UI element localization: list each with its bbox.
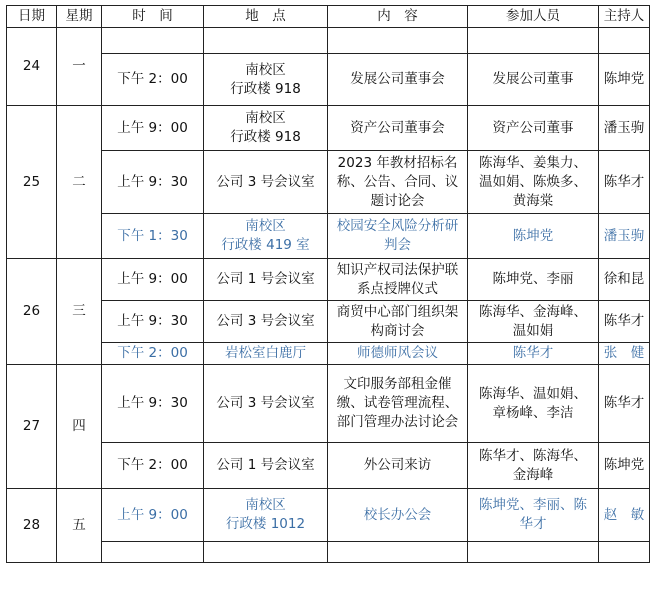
- header-row: [7, 6, 650, 28]
- date-cell: 27: [7, 365, 57, 489]
- place-cell: [204, 542, 328, 563]
- time-cell: 上午 9：00: [102, 106, 204, 151]
- people-cell: 陈华才: [468, 343, 599, 365]
- people-cell: 陈海华、金海峰、 温如娟: [468, 301, 599, 343]
- header-date: 日期: [7, 6, 57, 28]
- content-cell: 师德师风会议: [328, 343, 468, 365]
- date-cell: 26: [7, 259, 57, 365]
- time-cell: [102, 28, 204, 54]
- content-cell: 外公司来访: [328, 443, 468, 489]
- schedule-row: [7, 365, 650, 443]
- people-cell: 发展公司董事: [468, 54, 599, 106]
- place-cell: 南校区 行政楼 419 室: [204, 214, 328, 259]
- time-cell: [102, 542, 204, 563]
- host-cell: 陈华才: [599, 365, 650, 443]
- content-cell: 校园安全风险分析研 判会: [328, 214, 468, 259]
- place-cell: 公司 1 号会议室: [204, 443, 328, 489]
- host-cell: 陈坤党: [599, 443, 650, 489]
- host-cell: 赵 敏: [599, 489, 650, 542]
- schedule-row: [7, 151, 650, 214]
- header-place: 地 点: [204, 6, 328, 28]
- time-cell: 上午 9：30: [102, 365, 204, 443]
- place-cell: [204, 28, 328, 54]
- schedule-row: [7, 214, 650, 259]
- content-cell: 知识产权司法保护联 系点授牌仪式: [328, 259, 468, 301]
- place-cell: 岩松室白鹿厅: [204, 343, 328, 365]
- place-cell: 南校区 行政楼 1012: [204, 489, 328, 542]
- date-cell: 25: [7, 106, 57, 259]
- header-weekday: 星期: [57, 6, 102, 28]
- people-cell: 陈坤党、李丽: [468, 259, 599, 301]
- content-cell: [328, 28, 468, 54]
- content-cell: [328, 542, 468, 563]
- schedule-row: [7, 443, 650, 489]
- host-cell: 陈坤党: [599, 54, 650, 106]
- host-cell: 徐和昆: [599, 259, 650, 301]
- date-cell: 24: [7, 28, 57, 106]
- weekday-cell: 一: [57, 28, 102, 106]
- weekday-cell: 三: [57, 259, 102, 365]
- place-cell: 公司 3 号会议室: [204, 301, 328, 343]
- people-cell: 陈海华、姜集力、 温如娟、陈焕多、 黄海棠: [468, 151, 599, 214]
- content-cell: 校长办公会: [328, 489, 468, 542]
- time-cell: 下午 2：00: [102, 443, 204, 489]
- schedule-row: [7, 301, 650, 343]
- content-cell: 商贸中心部门组织架 构商讨会: [328, 301, 468, 343]
- header-host: 主持人: [599, 6, 650, 28]
- people-cell: [468, 28, 599, 54]
- place-cell: 公司 1 号会议室: [204, 259, 328, 301]
- host-cell: [599, 542, 650, 563]
- weekday-cell: 五: [57, 489, 102, 563]
- date-cell: 28: [7, 489, 57, 563]
- schedule-row: [7, 28, 650, 54]
- time-cell: 下午 2：00: [102, 343, 204, 365]
- schedule-row: [7, 489, 650, 542]
- place-cell: 南校区 行政楼 918: [204, 54, 328, 106]
- time-cell: 上午 9：30: [102, 151, 204, 214]
- schedule-row: [7, 106, 650, 151]
- people-cell: 陈华才、陈海华、 金海峰: [468, 443, 599, 489]
- place-cell: 公司 3 号会议室: [204, 151, 328, 214]
- schedule-row: [7, 259, 650, 301]
- time-cell: 下午 1：30: [102, 214, 204, 259]
- weekday-cell: 二: [57, 106, 102, 259]
- people-cell: 陈坤党、李丽、陈 华才: [468, 489, 599, 542]
- host-cell: 陈华才: [599, 151, 650, 214]
- content-cell: 文印服务部租金催 缴、试卷管理流程、 部门管理办法讨论会: [328, 365, 468, 443]
- schedule-row: [7, 54, 650, 106]
- host-cell: 张 健: [599, 343, 650, 365]
- people-cell: 陈海华、温如娟、 章杨峰、李洁: [468, 365, 599, 443]
- time-cell: 上午 9：00: [102, 259, 204, 301]
- place-cell: 南校区 行政楼 918: [204, 106, 328, 151]
- header-content: 内 容: [328, 6, 468, 28]
- header-time: 时 间: [102, 6, 204, 28]
- content-cell: 资产公司董事会: [328, 106, 468, 151]
- people-cell: [468, 542, 599, 563]
- header-people: 参加人员: [468, 6, 599, 28]
- host-cell: 潘玉驹: [599, 106, 650, 151]
- people-cell: 资产公司董事: [468, 106, 599, 151]
- people-cell: 陈坤党: [468, 214, 599, 259]
- schedule-row: [7, 343, 650, 365]
- weekday-cell: 四: [57, 365, 102, 489]
- host-cell: 陈华才: [599, 301, 650, 343]
- place-cell: 公司 3 号会议室: [204, 365, 328, 443]
- host-cell: [599, 28, 650, 54]
- time-cell: 下午 2：00: [102, 54, 204, 106]
- content-cell: 2023 年教材招标名 称、公告、合同、议 题讨论会: [328, 151, 468, 214]
- time-cell: 上午 9：30: [102, 301, 204, 343]
- host-cell: 潘玉驹: [599, 214, 650, 259]
- schedule-row: [7, 542, 650, 563]
- schedule-table: [6, 5, 650, 563]
- time-cell: 上午 9：00: [102, 489, 204, 542]
- content-cell: 发展公司董事会: [328, 54, 468, 106]
